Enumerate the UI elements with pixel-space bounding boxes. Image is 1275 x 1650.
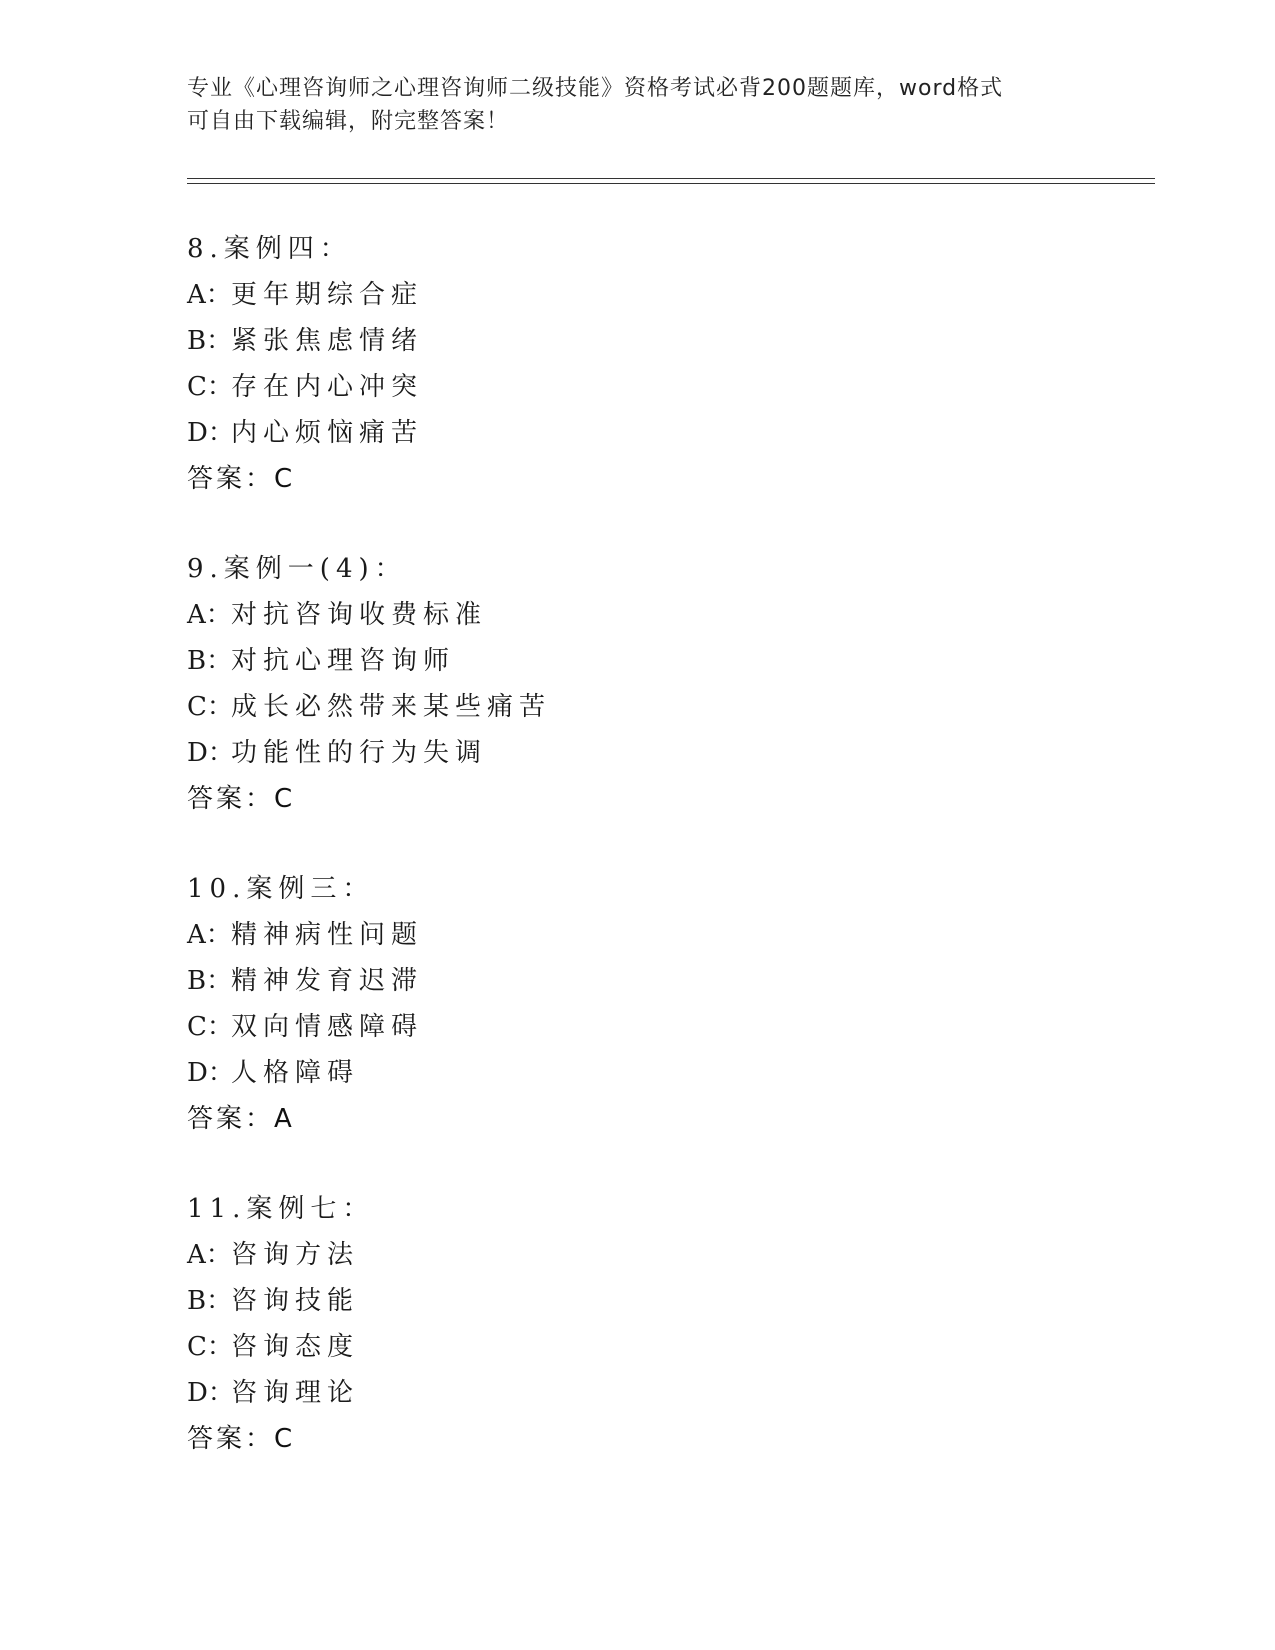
option-label: C：: [187, 1012, 233, 1042]
option-text: 对抗心理咨询师: [231, 646, 456, 676]
option-text: 紧张焦虑情绪: [231, 326, 424, 356]
option-text: 咨询理论: [231, 1378, 360, 1408]
option-b: [187, 1278, 374, 1324]
option-text: 双向情感障碍: [231, 1012, 424, 1042]
question-8: [187, 226, 423, 502]
option-text: 对抗咨询收费标准: [231, 600, 488, 630]
option-text: 更年期综合症: [231, 280, 424, 310]
option-label: A：: [187, 600, 232, 630]
option-b: [187, 638, 551, 684]
option-label: B：: [187, 966, 233, 996]
option-c: [187, 1004, 423, 1050]
option-label: A：: [187, 920, 232, 950]
option-d: [187, 1050, 423, 1096]
question-title: 11.案例七：: [187, 1194, 375, 1224]
option-label: C：: [187, 1332, 233, 1362]
option-text: 咨询态度: [231, 1332, 360, 1362]
option-label: A：: [187, 1240, 232, 1270]
option-label: B：: [187, 646, 233, 676]
option-text: 内心烦恼痛苦: [231, 418, 424, 448]
option-label: D：: [187, 1378, 234, 1408]
option-text: 功能性的行为失调: [231, 738, 488, 768]
option-c: [187, 684, 551, 730]
option-a: [187, 1232, 374, 1278]
answer-line: 答案：C: [187, 784, 296, 814]
question-title: 9.案例一(4)：: [187, 554, 407, 584]
document-header: [187, 72, 1087, 138]
option-c: [187, 1324, 374, 1370]
option-label: D：: [187, 1058, 234, 1088]
option-text: 人格障碍: [231, 1058, 360, 1088]
option-label: D：: [187, 738, 234, 768]
option-text: 成长必然带来某些痛苦: [231, 692, 552, 722]
option-c: [187, 364, 423, 410]
option-text: 咨询方法: [231, 1240, 360, 1270]
option-label: C：: [187, 372, 233, 402]
option-a: [187, 272, 423, 318]
option-text: 咨询技能: [231, 1286, 360, 1316]
answer-line: 答案：A: [187, 1104, 295, 1134]
header-line-2: 可自由下载编辑，附完整答案！: [187, 109, 510, 134]
option-label: A：: [187, 280, 232, 310]
option-text: 存在内心冲突: [231, 372, 424, 402]
question-11: [187, 1186, 374, 1462]
option-label: D：: [187, 418, 234, 448]
option-label: C：: [187, 692, 233, 722]
option-a: [187, 912, 423, 958]
option-d: [187, 730, 551, 776]
question-9: [187, 546, 551, 822]
question-title: 8.案例四：: [187, 234, 352, 264]
option-text: 精神病性问题: [231, 920, 424, 950]
question-title: 10.案例三：: [187, 874, 375, 904]
option-label: B：: [187, 1286, 233, 1316]
answer-line: 答案：C: [187, 464, 296, 494]
header-line-1: 专业《心理咨询师之心理咨询师二级技能》资格考试必背200题题库，word格式: [187, 76, 1004, 101]
option-a: [187, 592, 551, 638]
option-label: B：: [187, 326, 233, 356]
option-b: [187, 318, 423, 364]
question-10: [187, 866, 423, 1142]
option-text: 精神发育迟滞: [231, 966, 424, 996]
option-b: [187, 958, 423, 1004]
answer-line: 答案：C: [187, 1424, 296, 1454]
option-d: [187, 410, 423, 456]
header-divider-bottom: [187, 183, 1155, 184]
option-d: [187, 1370, 374, 1416]
header-divider-top: [187, 178, 1155, 179]
